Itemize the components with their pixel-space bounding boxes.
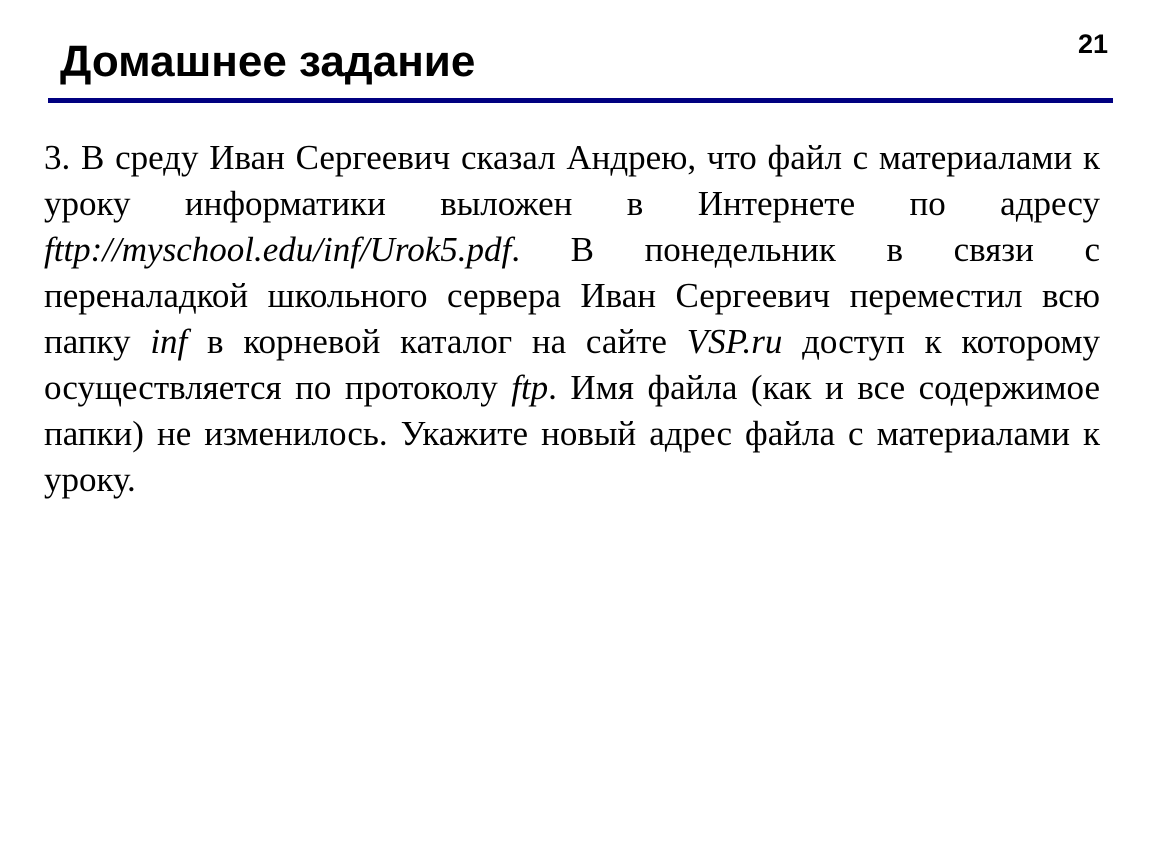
title-underline [48, 98, 1113, 103]
site-name: VSP.ru [686, 322, 783, 361]
task-text-part-5: . Имя файла (как и все содержимое папки) не изменилось. Укажите новый адрес файла с материалами к уроку. [44, 368, 1100, 499]
task-text [44, 135, 1100, 503]
task-text-part-3: в корневой каталог на сайте [187, 322, 687, 361]
task-text-part-1: 3. В среду Иван Сергеевич сказал Андрею, что файл с материалами к уроку информатики выложен в Интернете по адресу [44, 138, 1100, 223]
page-number: 21 [1078, 29, 1109, 59]
task-text-part-4: доступ к которому осуществляется по протоколу [44, 322, 1100, 407]
task-text-part-2: . В понедельник в связи с переналадкой школьного сервера Иван Сергеевич переместил всю папку [44, 230, 1100, 361]
protocol-name: ftp [511, 368, 549, 407]
file-url: fttp://myschool.edu/inf/Urok5.pdf [44, 230, 512, 269]
slide-title: Домашнее задание [60, 37, 476, 86]
folder-name: inf [150, 322, 188, 361]
